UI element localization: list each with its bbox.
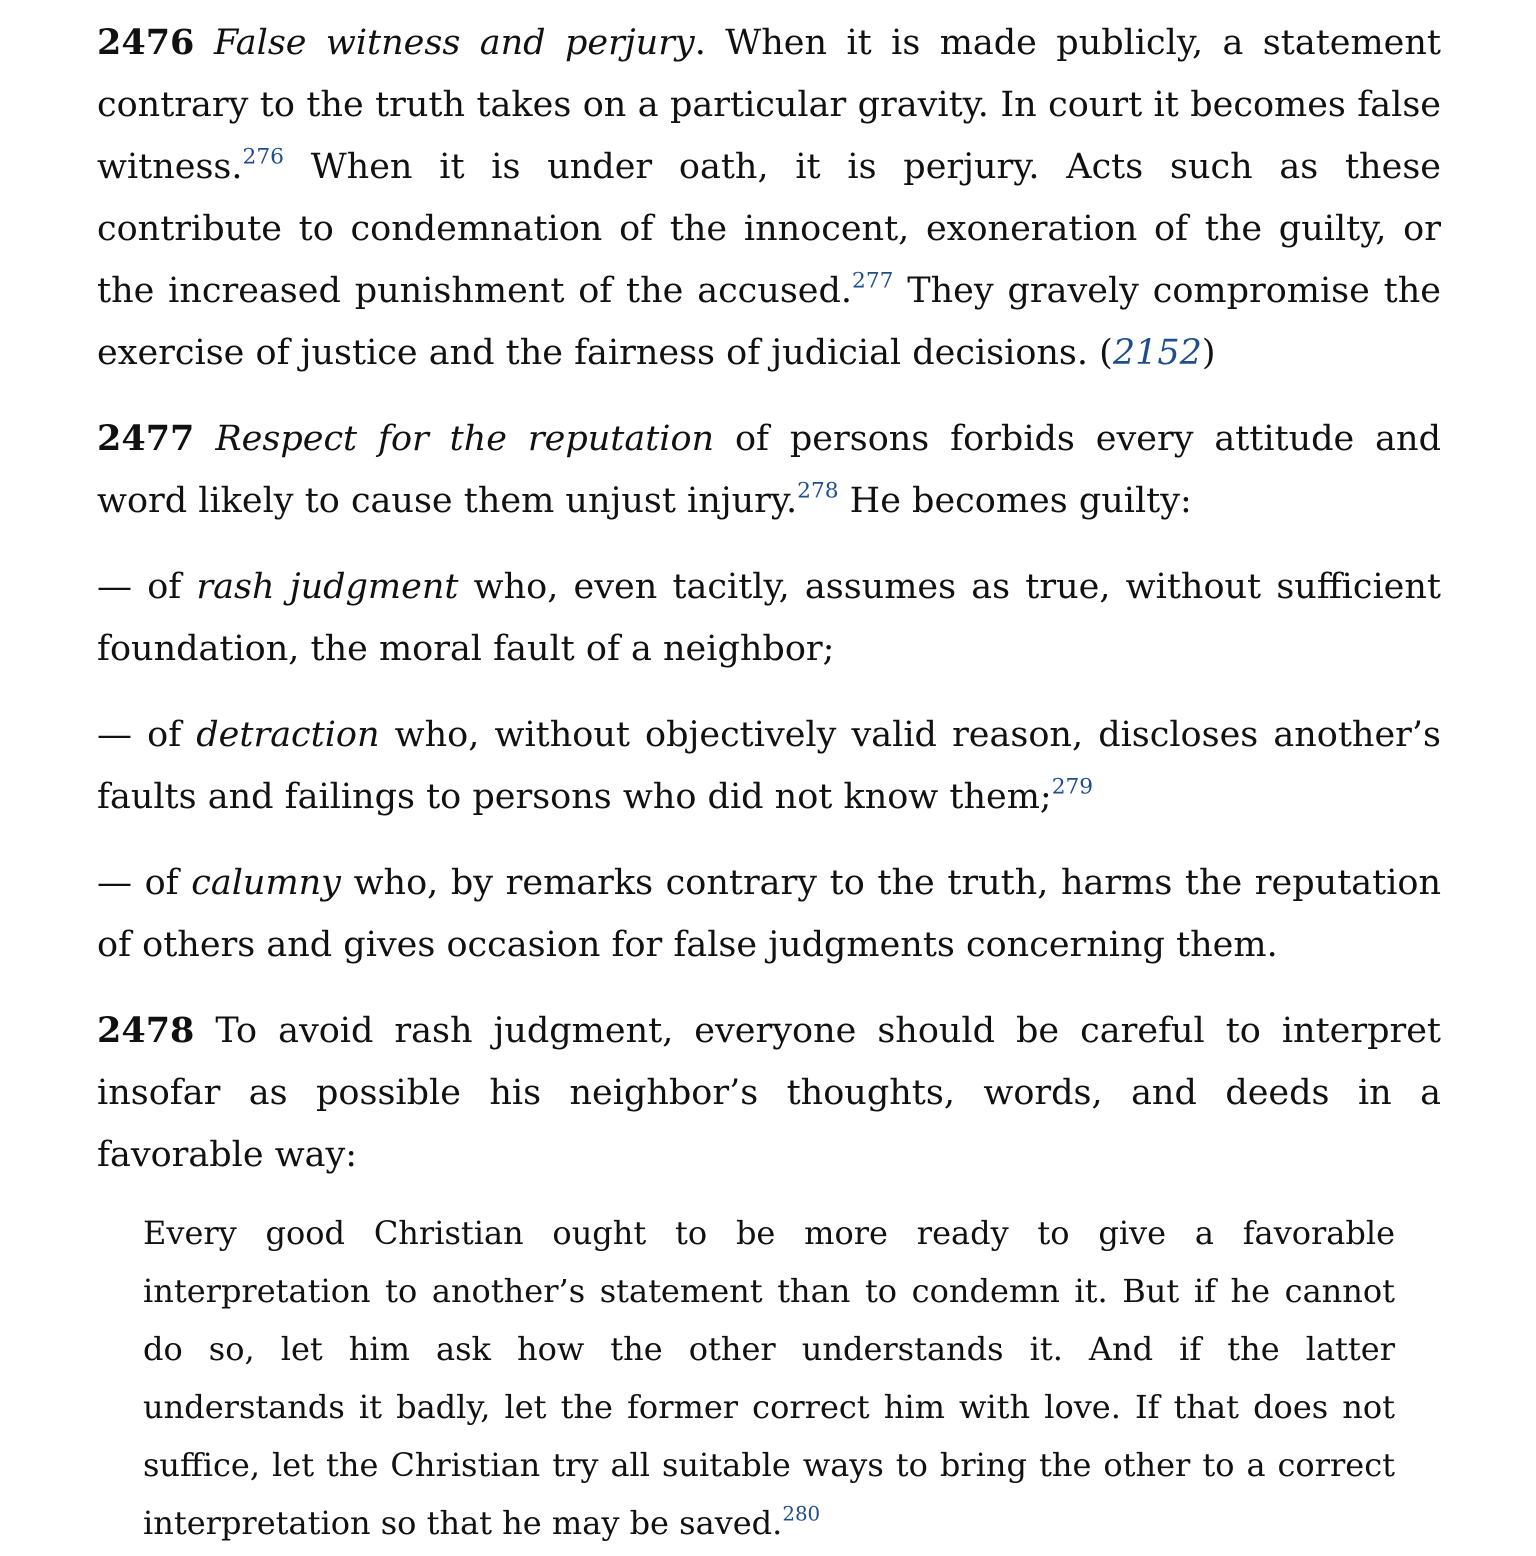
- paragraph-text: He becomes guilty:: [838, 481, 1192, 521]
- footnote-ref-277[interactable]: 277: [852, 268, 894, 294]
- list-item-text: who, even tacitly, assumes as true, without sufficient foundation, the moral fault of a neighbor;: [97, 567, 1441, 669]
- paragraph-text: ): [1201, 333, 1216, 373]
- paragraph-title: Respect for the reputation: [215, 419, 715, 459]
- list-item-prefix: — of: [97, 567, 197, 607]
- list-item-text: who, without objectively valid reason, discloses another’s faults and failings to persons who did not know them;: [97, 715, 1442, 817]
- list-item-term: detraction: [196, 715, 380, 755]
- paragraph-text: . When it is made publicly, a statement contrary to the truth takes on a particular gravity. In court it becomes false witness.: [97, 23, 1441, 187]
- footnote-ref-278[interactable]: 278: [797, 478, 839, 504]
- quote-text: Every good Christian ought to be more ready to give a favorable interpretation to another’s statement than to condemn it. But if he cannot do so, let him ask how the other understands it. And if the latter understands it badly, let the former correct him with love. If that does not suffice, let the Christian try all suitable ways to bring the other to a correct interpretation so that he may be saved.: [143, 1214, 1395, 1542]
- list-item-calumny: [97, 852, 1441, 976]
- block-quote: [143, 1204, 1395, 1552]
- paragraph-text: When it is under oath, it is perjury. Acts such as these contribute to condemnation of the innocent, exoneration of the guilty, or the increased punishment of the accused.: [97, 147, 1441, 311]
- paragraph-number: 2476: [97, 22, 195, 63]
- paragraph-text: To avoid rash judgment, everyone should be careful to interpret insofar as possible his neighbor’s thoughts, words, and deeds in a favorable way:: [97, 1011, 1441, 1175]
- list-item-rash-judgment: [97, 556, 1441, 680]
- paragraph-number: 2477: [97, 418, 195, 459]
- paragraph-text: of persons forbids every attitude and word likely to cause them unjust injury.: [97, 419, 1441, 521]
- list-item-term: rash judgment: [196, 567, 459, 607]
- list-item-prefix: — of: [97, 715, 197, 755]
- cross-reference-link[interactable]: 2152: [1112, 333, 1202, 373]
- paragraph-2477: [97, 408, 1441, 532]
- list-item-prefix: — of: [97, 863, 192, 903]
- paragraph-2478: [97, 1000, 1441, 1186]
- footnote-ref-279[interactable]: 279: [1051, 774, 1094, 800]
- paragraph-2476: [97, 12, 1441, 384]
- document-page: [97, 12, 1441, 1552]
- paragraph-number: 2478: [97, 1010, 195, 1051]
- list-item-text: who, by remarks contrary to the truth, harms the reputation of others and gives occasion for false judgments concerning them.: [97, 863, 1441, 965]
- list-item-term: calumny: [191, 863, 341, 903]
- footnote-ref-276[interactable]: 276: [242, 144, 284, 170]
- footnote-ref-280[interactable]: 280: [782, 1502, 821, 1526]
- paragraph-text: They gravely compromise the exercise of justice and the fairness of judicial decisions. (: [97, 271, 1442, 373]
- list-item-detraction: [97, 704, 1441, 828]
- paragraph-title: False witness and perjury: [213, 23, 695, 63]
